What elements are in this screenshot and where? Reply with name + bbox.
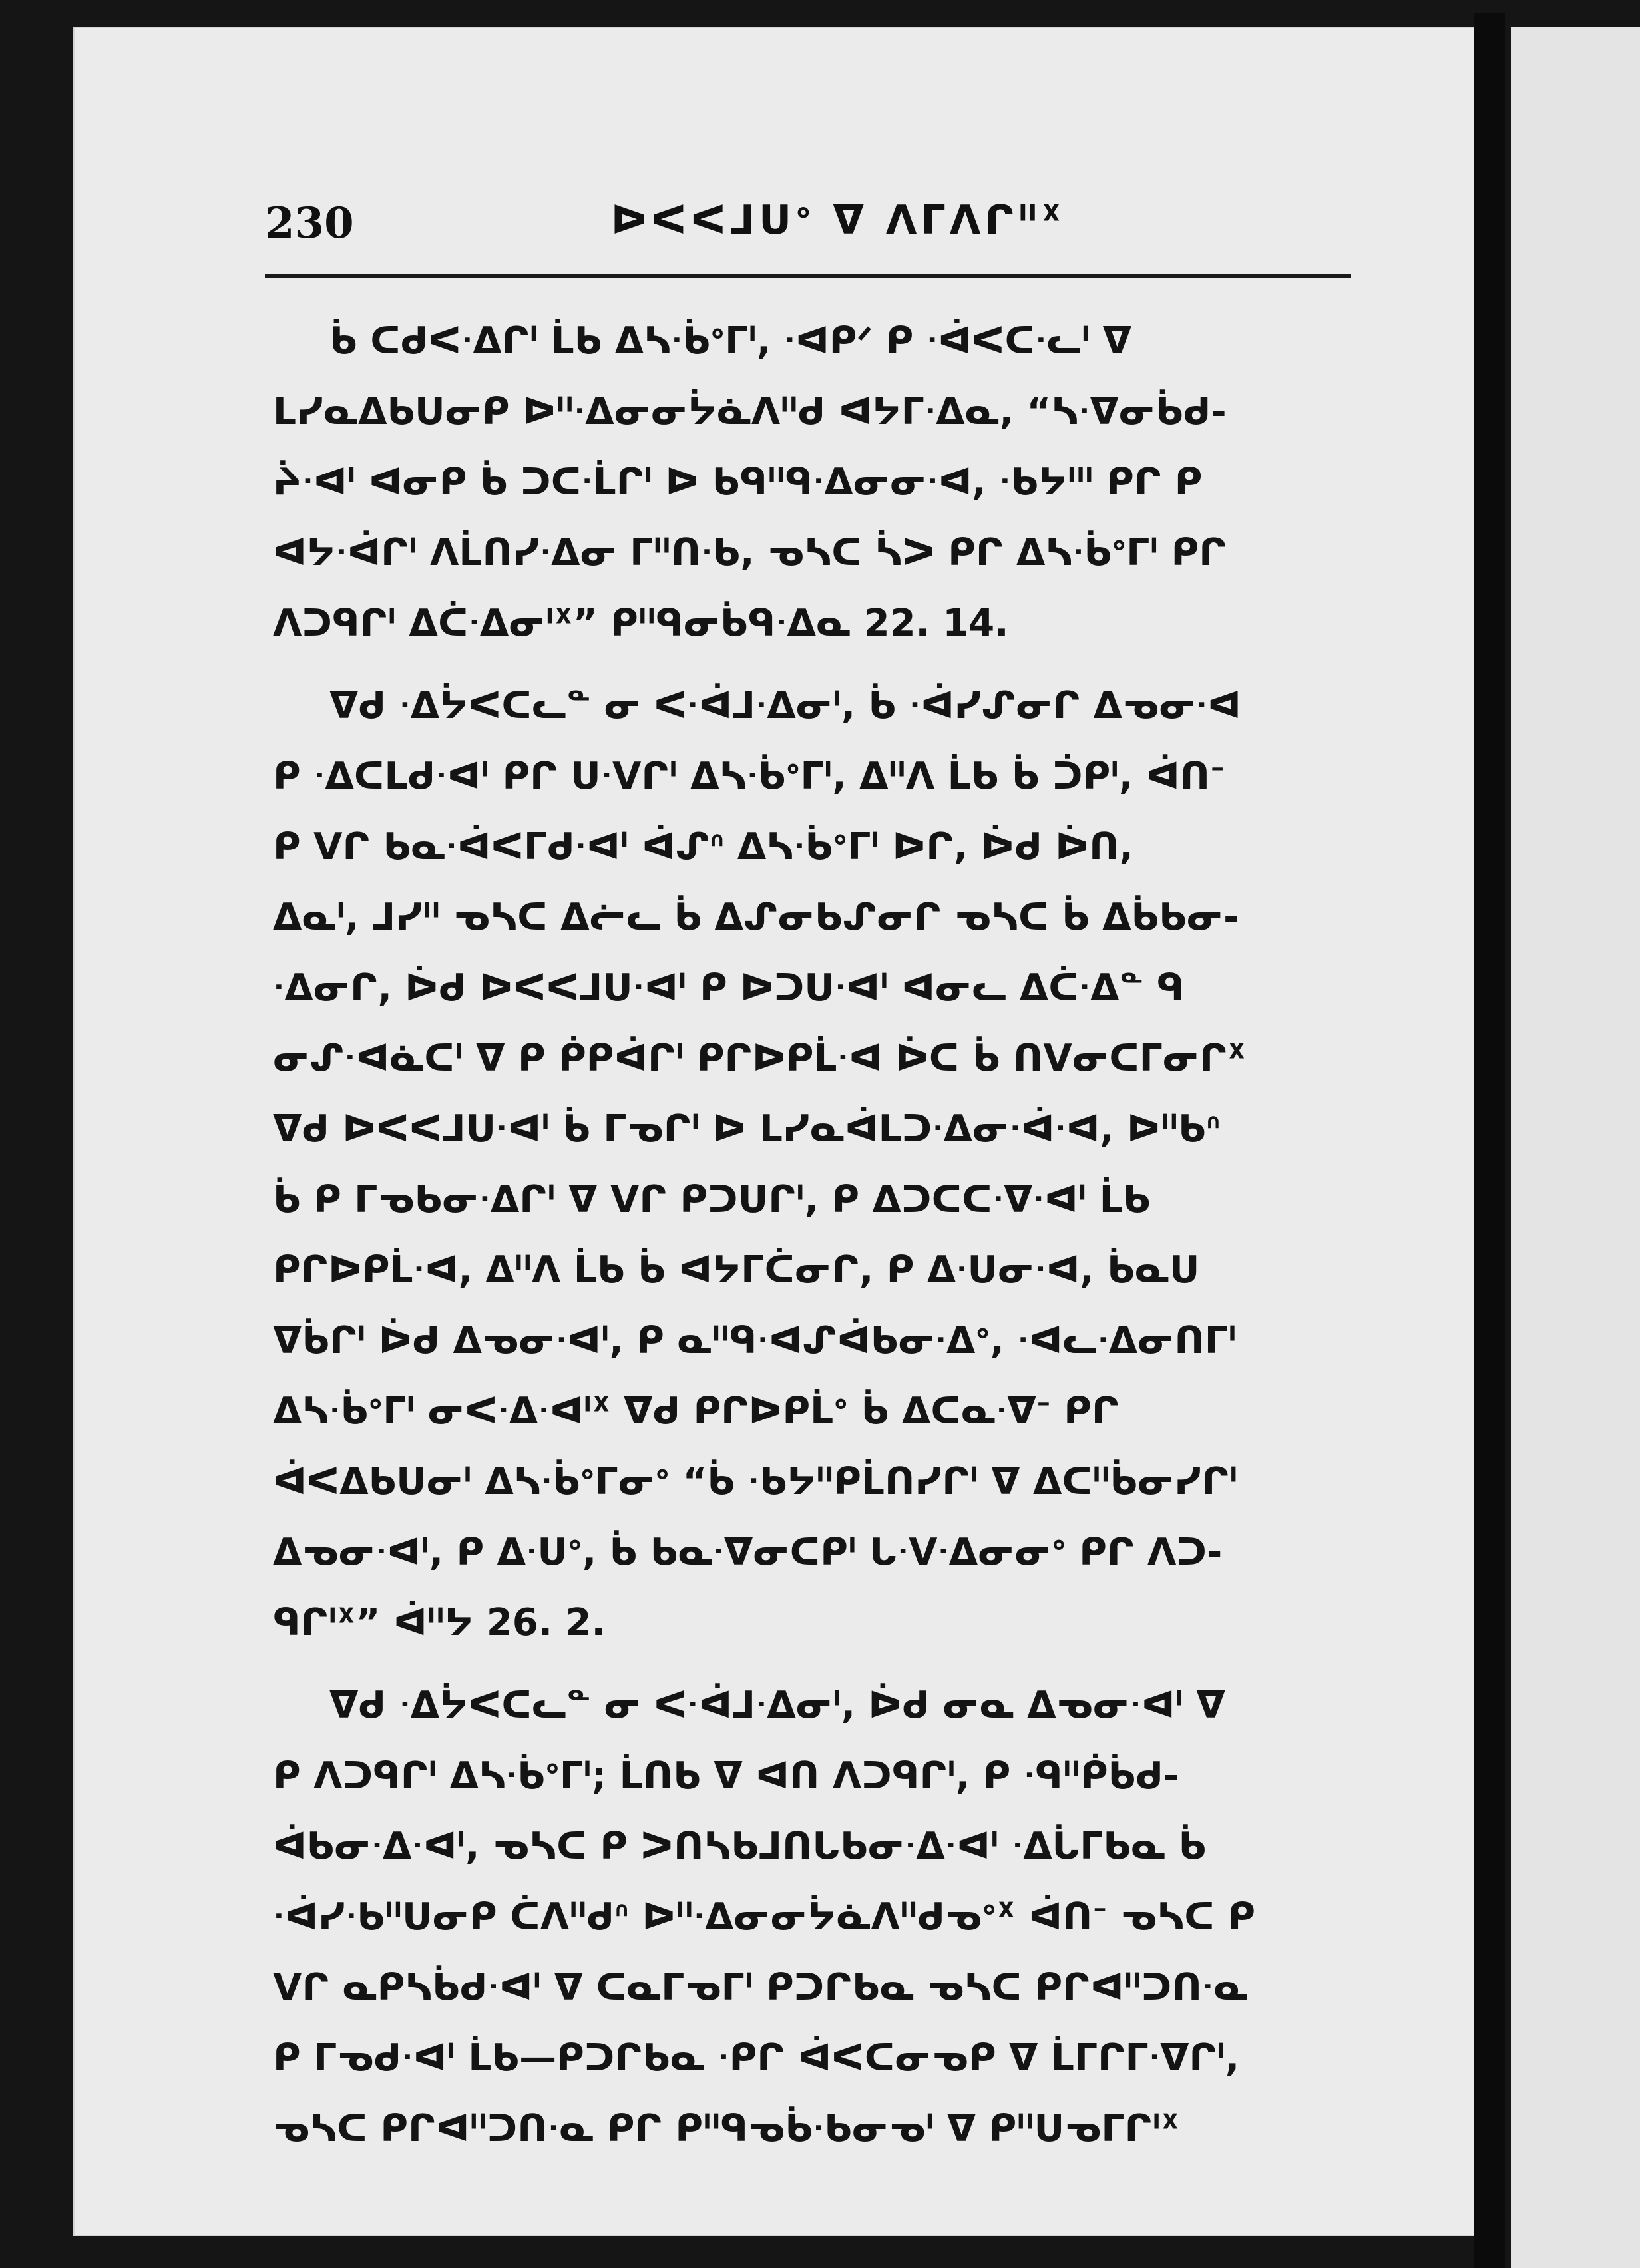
text-line: ᑭ ᐧᐃᑕᒪᑯᐧᐊᑊ ᑭᒋ ᑌᐧᐯᒋᑊ ᐃᓴᐧᑳᐤᒥᑊ, ᐃᐦᐱ ᒫᑲ ᑳ ᑑᑭᑊ, ᐋᑎᐨ bbox=[273, 755, 1225, 798]
text-line: ᐧᐋᓯᐧᑲᐦᑌᓂᑭ ᑖᐱᐦᑯᐢ ᐅᐦᐧᐃᓂᓂᔮᓈᐱᐦᑯᓀᐤᕽ ᐋᑎᐨ ᓀᓴᑕ ᑭ bbox=[273, 1895, 1255, 1939]
paragraph-gap bbox=[273, 659, 1371, 671]
text-line: ᓂᔑᐧᐊᓈᑕᑊ ᐁ ᑭ ᑮᑭᐋᒋᑊ ᑭᒋᐅᑭᒫᐧᐊ ᐆᑕ ᑳ ᑎᐯᓂᑕᒥᓂᒋᕽ bbox=[273, 1037, 1247, 1080]
text-line: ᐱᑐᑫᒋᑊ ᐃᑖᐧᐃᓂᑊᕽ” ᑭᐦᑫᓂᑳᑫᐧᐃᓇ 22. 14. bbox=[273, 602, 1009, 645]
text-line: ᔩᐧᐊᑊ ᐊᓂᑭ ᑳ ᑐᑕᐧᒫᒋᑊ ᐅ ᑲᑫᐦᑫᐧᐃᓂᓂᐧᐊ, ᐧᑲᔭᐦᑊ ᑭᒋ ᑭ bbox=[273, 461, 1203, 504]
page-number: 230 bbox=[265, 198, 354, 248]
text-line: ᒪᓯᓇᐃᑲᑌᓂᑭ ᐅᐦᐧᐃᓂᓂᔮᓈᐱᐦᑯ ᐊᔭᒥᐧᐃᓇ, “ᓴᐧᐁᓂᑳᑯ- bbox=[273, 390, 1227, 433]
text-line: ᓀᓴᑕ ᑭᒋᐊᐦᑐᑎᐧᓇ ᑭᒋ ᑭᐦᑫᓀᑳᐧᑲᓂᓀᑊ ᐁ ᑭᐦᑌᓀᒥᒋᑊᕽ bbox=[273, 2107, 1180, 2150]
paragraph-1 bbox=[273, 306, 1371, 659]
text-line: ᐃᓀᓂᐧᐊᑊ, ᑭ ᐃᐧᑌᐤ, ᑳ ᑲᓇᐧᐁᓂᑕᑭᑊ ᒐᐧᐯᐧᐃᓂᓂᐤ ᑭᒋ ᐱᑐ- bbox=[273, 1531, 1223, 1574]
text-line: ᐧᐃᓂᒋ, ᐆᑯ ᐅᐸᐸᒧᑌᐧᐊᑊ ᑭ ᐅᑐᑌᐧᐊᑊ ᐊᓂᓚ ᐃᑖᐧᐃᓐ ᑫ bbox=[273, 966, 1185, 1010]
text-line: ᐋᐸᐃᑲᑌᓂᑊ ᐃᓴᐧᑳᐤᒥᓂᐤ “ᑳ ᐧᑲᔭᐦᑭᒫᑎᓯᒋᑊ ᐁ ᐃᑕᐦᑳᓂᓯᒋᑊ bbox=[273, 1460, 1238, 1503]
text-line: ᐁᑯ ᐧᐃᔮᐸᑕᓚᓐ ᓂ ᐸᐧᐋᒧᐧᐃᓂᑊ, ᐆᑯ ᓂᓇ ᐃᓀᓂᐧᐊᑊ ᐁ bbox=[329, 1684, 1225, 1727]
text-line: ᑫᒋᑊᕽ” ᐋᐦᔭ 26. 2. bbox=[273, 1601, 606, 1644]
paragraph-2 bbox=[273, 671, 1371, 1658]
body-text bbox=[273, 306, 1371, 2164]
text-line: ᐃᓴᐧᑳᐤᒥᑊ ᓂᐸᐧᐃᐧᐊᑊᕽ ᐁᑯ ᑭᒋᐅᑭᒫᐤ ᑳ ᐃᑕᓇᐧᐁᐨ ᑭᒋ bbox=[273, 1390, 1120, 1433]
header-rule bbox=[265, 274, 1351, 278]
text-line: ᑳ ᑭ ᒥᓀᑲᓂᐧᐃᒋᑊ ᐁ ᐯᒋ ᑭᑐᑌᒋᑊ, ᑭ ᐃᑐᑕᑕᐧᐁᐧᐊᑊ ᒫᑲ bbox=[273, 1178, 1151, 1221]
text-line: ᑳ ᑕᑯᐸᐧᐃᒋᑊ ᒫᑲ ᐃᓴᐧᑳᐤᒥᑊ, ᐧᐊᑭᐟ ᑭ ᐧᐋᐸᑕᐧᓚᑊ ᐁ bbox=[329, 319, 1132, 363]
paragraph-gap bbox=[273, 1658, 1371, 1670]
text-line: ᐊᔭᐧᐋᒋᑊ ᐱᒫᑎᓯᐧᐃᓂ ᒥᐦᑎᐧᑲ, ᓀᓴᑕ ᓵᐳ ᑭᒋ ᐃᓴᐧᑳᐤᒥᑊ ᑭᒋ bbox=[273, 531, 1227, 574]
text-line: ᐁᑯ ᐅᐸᐸᒧᑌᐧᐊᑊ ᑳ ᒥᓀᒋᑊ ᐅ ᒪᓯᓇᐋᒪᑐᐧᐃᓂᐧᐋᐧᐊ, ᐅᐦᑲᐢ bbox=[273, 1107, 1221, 1151]
running-title: ᐅᐸᐸᒧᑌᐤ ᐁ ᐱᒥᐱᒋᐦᕽ bbox=[611, 197, 1066, 244]
text-line: ᑭ ᒥᓀᑯᐧᐊᑊ ᒫᑲ—ᑭᑐᒋᑲᓇ ᐧᑭᒋ ᐋᐸᑕᓂᓀᑭ ᐁ ᒫᒥᒋᒥᐧᐁᒋᑊ, bbox=[273, 2036, 1240, 2080]
text-line: ᑭᒋᐅᑭᒫᐧᐊ, ᐃᐦᐱ ᒫᑲ ᑳ ᐊᔭᒥᑖᓂᒋ, ᑭ ᐃᐧᑌᓂᐧᐊ, ᑳᓇᑌ bbox=[273, 1248, 1200, 1292]
text-line: ᐁᑯ ᐧᐃᔮᐸᑕᓚᓐ ᓂ ᐸᐧᐋᒧᐧᐃᓂᑊ, ᑳ ᐧᐋᓯᔑᓂᒋ ᐃᓀᓂᐧᐊ bbox=[329, 684, 1241, 727]
text-line: ᐯᒋ ᓇᑭᓴᑳᑯᐧᐊᑊ ᐁ ᑕᓇᒥᓀᒥᑊ ᑭᑐᒋᑲᓇ ᓀᓴᑕ ᑭᒋᐊᐦᑐᑎᐧᓇ bbox=[273, 1966, 1249, 2009]
page-header bbox=[265, 193, 1351, 260]
text-line: ᐋᑲᓂᐧᐃᐧᐊᑊ, ᓀᓴᑕ ᑭ ᐳᑎᓴᑲᒧᑎᒐᑲᓂᐧᐃᐧᐊᑊ ᐧᐃᒑᒥᑲᓇ ᑳ bbox=[273, 1825, 1207, 1868]
text-line: ᑭ ᐱᑐᑫᒋᑊ ᐃᓴᐧᑳᐤᒥᑊ; ᒫᑎᑲ ᐁ ᐊᑎ ᐱᑐᑫᒋᑊ, ᑭ ᐧᑫᐦᑮᑳᑯ- bbox=[273, 1754, 1179, 1797]
text-line: ᐃᓇᑊ, ᒧᓯᐦ ᓀᓴᑕ ᐃᓖᓚ ᑳ ᐃᔑᓂᑲᔑᓂᒋ ᓀᓴᑕ ᑳ ᐃᑳᑲᓂ- bbox=[273, 896, 1239, 939]
text-line: ᐁᑳᒋᑊ ᐆᑯ ᐃᓀᓂᐧᐊᑊ, ᑭ ᓇᐦᑫᐧᐊᔑᐋᑲᓂᐧᐃᐤ, ᐧᐊᓚᐧᐃᓂᑎᒥᑊ bbox=[273, 1319, 1237, 1362]
text-line: ᑭ ᐯᒋ ᑲᓇᐧᐋᐸᒥᑯᐧᐊᑊ ᐋᔑᐢ ᐃᓴᐧᑳᐤᒥᑊ ᐅᒋ, ᐆᑯ ᐆᑎ, bbox=[273, 825, 1133, 868]
paragraph-3 bbox=[273, 1670, 1371, 2164]
facing-page-edge bbox=[1511, 27, 1640, 2268]
page-gutter bbox=[1474, 13, 1505, 2268]
